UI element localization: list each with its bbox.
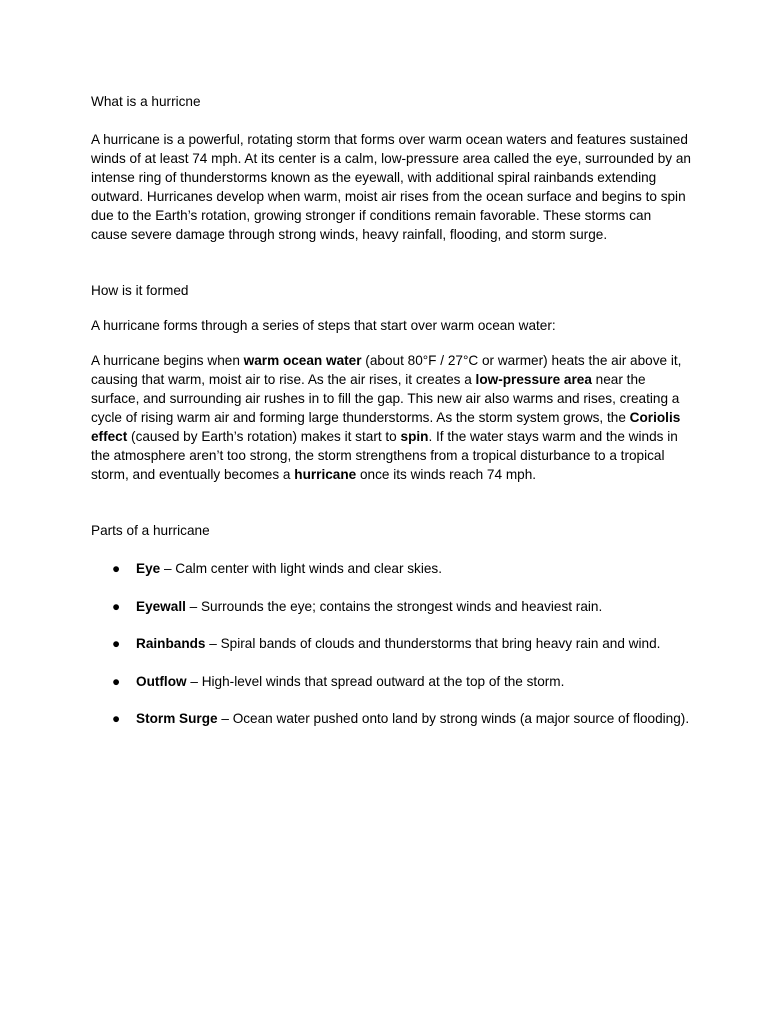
list-item-description: – High-level winds that spread outward at the top of the storm. (186, 673, 565, 689)
list-item-description: – Calm center with light winds and clear skies. (160, 561, 442, 576)
bullet-icon: ● (112, 673, 121, 689)
formation-keyword: hurricane (294, 467, 357, 482)
list-item-term: Rainbands (136, 636, 206, 651)
list-item-description: – Spiral bands of clouds and thunderstorms that bring heavy rain and wind. (205, 636, 661, 651)
bullet-icon: ● (112, 636, 121, 651)
formation-keyword: spin (400, 429, 429, 444)
list-item-term: Outflow (136, 673, 187, 689)
list-item-term: Eyewall (136, 598, 186, 614)
list-item-term: Eye (136, 561, 161, 576)
definition-paragraph: A hurricane is a powerful, rotating storm that forms over warm ocean waters and features sustained winds of at least 74 mph. At its center is a calm, low-pressure area called the eye, surrounded by an intense ring of thunderstorms known as the eyewall, with additional spiral rainbands extending outward. Hurricanes develop when warm, moist air rises from the ocean surface and begins to spin due to the Earth’s rotation, growing stronger if conditions remain favorable. These storms can cause severe damage through strong winds, heavy rainfall, flooding, and storm surge. (91, 132, 691, 242)
list-item-term: Storm Surge (136, 711, 218, 726)
formation-intro-paragraph: A hurricane forms through a series of steps that start over warm ocean water: (91, 318, 556, 333)
list-item (91, 597, 691, 616)
section-heading-how-formed: How is it formed (91, 283, 189, 298)
section-heading-what-is: What is a hurricne (91, 94, 201, 109)
formation-keyword: low-pressure area (475, 372, 592, 387)
formation-text: (caused by Earth’s rotation) makes it start to (127, 429, 401, 444)
section-heading-parts: Parts of a hurricane (91, 523, 210, 538)
bullet-icon: ● (112, 711, 121, 726)
formation-keyword: warm ocean water (243, 353, 362, 368)
list-item (91, 709, 691, 728)
formation-text: once its winds reach 74 mph. (356, 467, 537, 482)
formation-text: . If the water stays warm and the winds in the atmosphere aren’t too strong, the storm strengthens from a tropical disturbance to a tropical storm, and eventually becomes a (91, 429, 678, 482)
formation-body-paragraph (91, 351, 691, 484)
list-item-description: – Ocean water pushed onto land by strong winds (a major source of flooding). (217, 711, 690, 726)
list-item (91, 634, 691, 653)
hurricane-parts-list (91, 559, 691, 728)
formation-text: A hurricane begins when (91, 353, 244, 368)
list-item (91, 672, 691, 691)
formation-text: (about 80°F / 27°C or warmer) heats the air above it, causing that warm, moist air to rise. As the air rises, it creates a (91, 353, 682, 387)
formation-text: near the surface, and surrounding air rushes in to fill the gap. This new air also warms and rises, creating a cycle of rising warm air and forming large thunderstorms. As the storm system grows, the (91, 372, 680, 425)
formation-keyword: Coriolis effect (91, 410, 681, 444)
list-item (91, 559, 691, 578)
bullet-icon: ● (112, 598, 121, 614)
bullet-icon: ● (112, 561, 121, 576)
document-page (91, 92, 691, 747)
list-item-description: – Surrounds the eye; contains the strongest winds and heaviest rain. (185, 598, 603, 614)
